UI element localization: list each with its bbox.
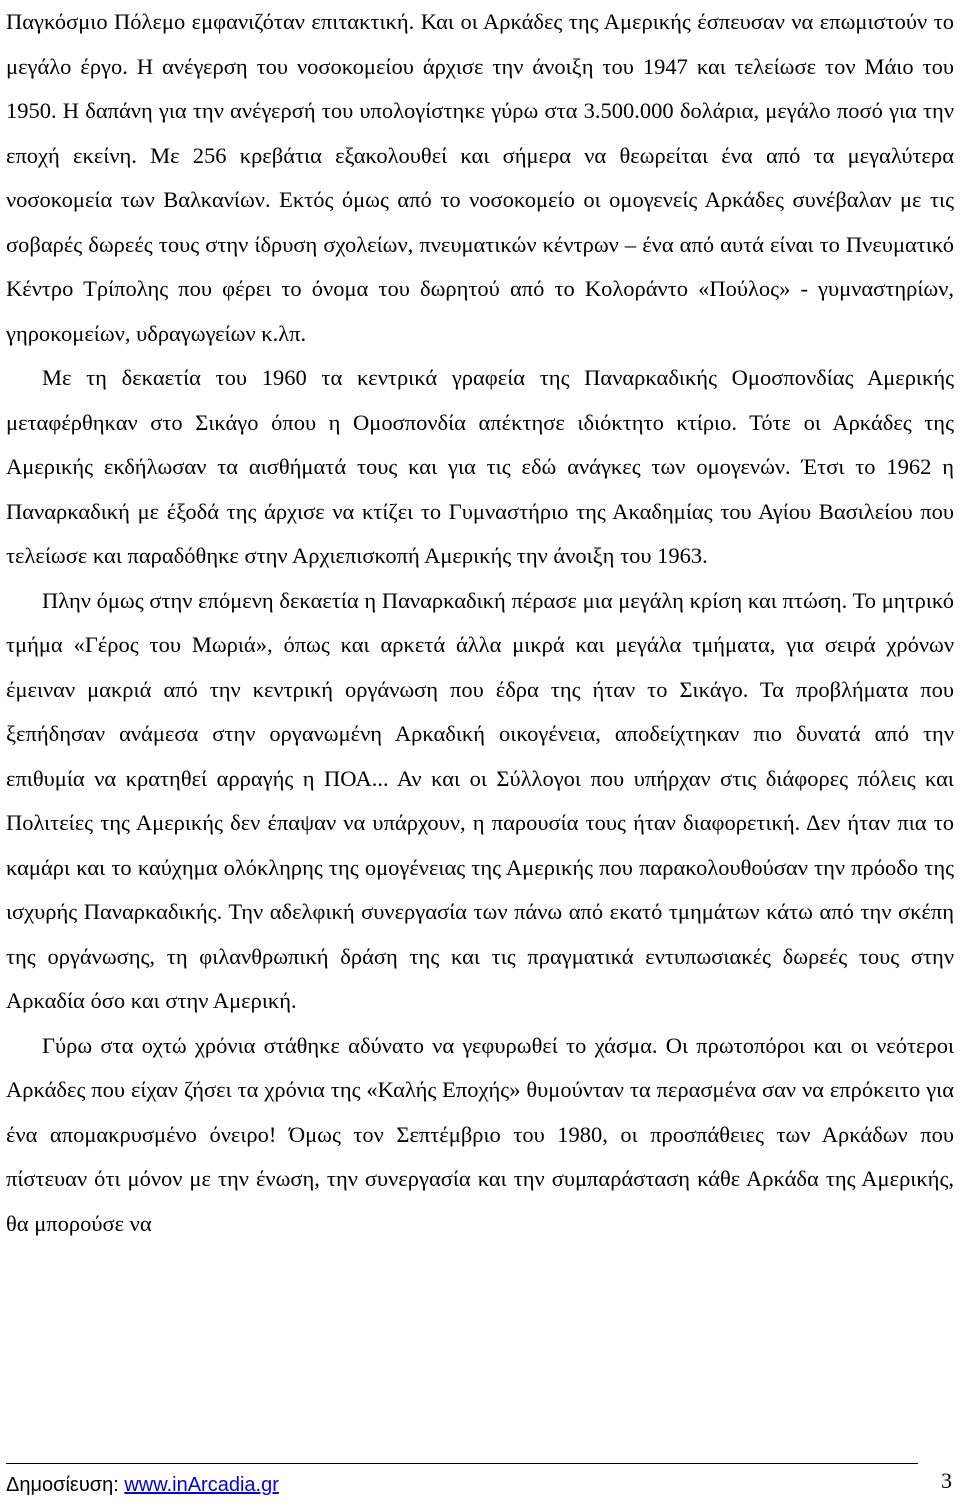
paragraph: Παγκόσμιο Πόλεμο εμφανιζόταν επιτακτική. Και οι Αρκάδες της Αμερικής έσπευσαν να επωμιστούν το μεγάλο έργο. Η ανέγερση του νοσοκομείου άρχισε την άνοιξη του 1947 και τελείωσε τον Μάιο του 1950. Η δαπάνη για την ανέγερσή του υπολογίστηκε γύρω στα 3.500.000 δολάρια, μεγάλο ποσό για την εποχή εκείνη. Με 256 κρεβάτια εξακολουθεί και σήμερα να θεωρείται ένα από τα μεγαλύτερα νοσοκομεία των Βαλκανίων. Εκτός όμως από το νοσοκομείο οι ομογενείς Αρκάδες συνέβαλαν με τις σοβαρές δωρεές τους στην ίδρυση σχολείων, πνευματικών κέντρων – ένα από αυτά είναι το Πνευματικό Κέντρο Τρίπολης που φέρει το όνομα του δωρητού από το Κολοράντο «Πούλος» - γυμναστηρίων, γηροκομείων, υδραγωγείων κ.λπ. <box>6 9 954 346</box>
paragraph: Με τη δεκαετία του 1960 τα κεντρικά γραφεία της Παναρκαδικής Ομοσπονδίας Αμερικής μεταφέρθηκαν στο Σικάγο όπου η Ομοσπονδία απέκτησε ιδιόκτητο κτίριο. Τότε οι Αρκάδες της Αμερικής εκδήλωσαν τα αισθήματά τους και για τις εδώ ανάγκες των ομογενών. Έτσι το 1962 η Παναρκαδική με έξοδά της άρχισε να κτίζει το Γυμναστήριο της Ακαδημίας του Αγίου Βασιλείου που τελείωσε και παραδόθηκε στην Αρχιεπισκοπή Αμερικής την άνοιξη του 1963. <box>6 365 954 568</box>
paragraph: Πλην όμως στην επόμενη δεκαετία η Παναρκαδική πέρασε μια μεγάλη κρίση και πτώση. Το μητρικό τμήμα «Γέρος του Μωριά», όπως και αρκετά άλλα μικρά και μεγάλα τμήματα, για σειρά χρόνων έμειναν μακριά από την κεντρική οργάνωση που έδρα της ήταν το Σικάγο. Τα προβλήματα που ξεπήδησαν ανάμεσα στην οργανωμένη Αρκαδική οικογένεια, αποδείχτηκαν πιο δυνατά από την επιθυμία να κρατηθεί αρραγής η ΠΟΑ... Αν και οι Σύλλογοι που υπήρχαν στις διάφορες πόλεις και Πολιτείες της Αμερικής δεν έπαψαν να υπάρχουν, η παρουσία τους ήταν διαφορετική. Δεν ήταν πια το καμάρι και το καύχημα ολόκληρης της ομογένειας της Αμερικής που παρακολουθούσαν την πρόοδο της ισχυρής Παναρκαδικής. Την αδελφική συνεργασία των πάνω από εκατό τμημάτων κάτω από την σκέπη της οργάνωσης, τη φιλανθρωπική δράση της και τις πραγματικά εντυπωσιακές δωρεές τους στην Αρκαδία όσο και στην Αμερική. <box>6 587 954 1013</box>
footer-divider <box>6 1463 918 1464</box>
footer-label: Δημοσίευση: <box>6 1474 125 1496</box>
paragraph: Γύρω στα οχτώ χρόνια στάθηκε αδύνατο να γεφυρωθεί το χάσμα. Οι πρωτοπόροι και οι νεότεροι Αρκάδες που είχαν ζήσει τα χρόνια της «Καλής Εποχής» θυμούνταν τα περασμένα σαν να επρόκειτο για ένα απομακρυσμένο όνειρο! Όμως τον Σεπτέμβριο του 1980, οι προσπάθειες των Αρκάδων που πίστευαν ότι μόνον με την ένωση, την συνεργασία και την συμπαράσταση κάθε Αρκάδα της Αμερικής, θα μπορούσε να <box>6 1032 954 1236</box>
footer-website-link[interactable]: www.inArcadia.gr <box>124 1474 279 1496</box>
page-number: 3 <box>941 1468 952 1493</box>
page-footer <box>6 1466 952 1496</box>
document-body <box>6 0 954 1246</box>
footer-publication <box>6 1474 279 1497</box>
